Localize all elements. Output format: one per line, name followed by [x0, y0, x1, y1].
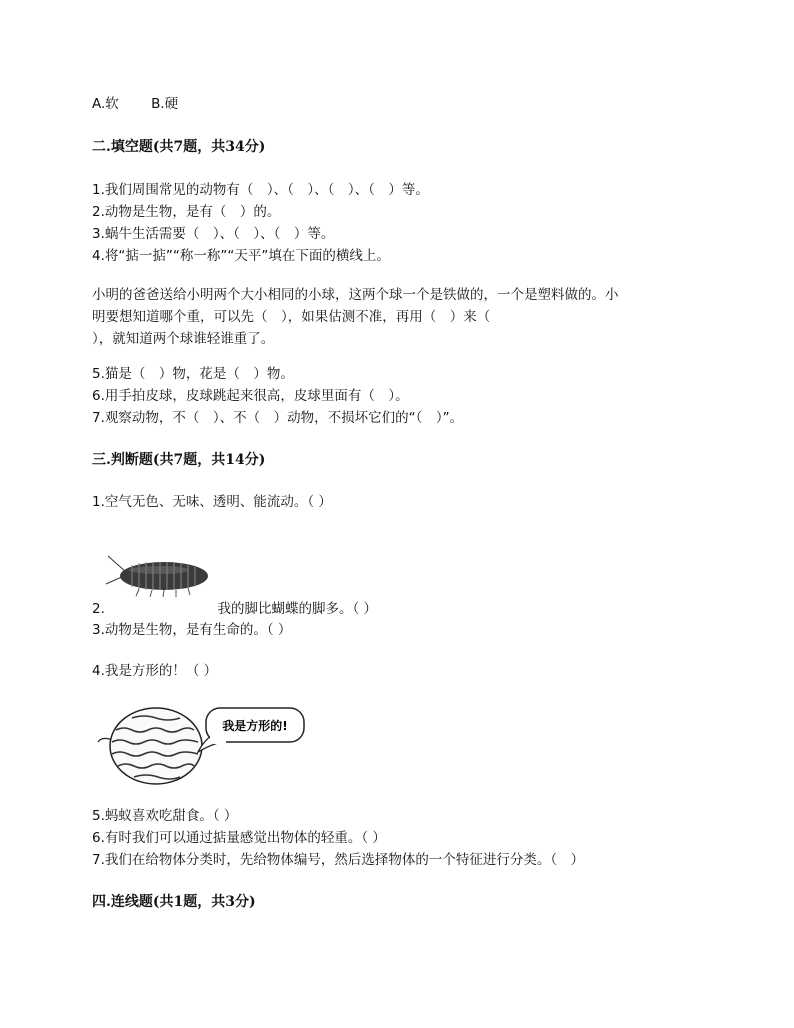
s3-q1: 1.空气无色、无味、透明、能流动。（ ） — [92, 494, 332, 510]
s3-q6: 6.有时我们可以通过掂量感觉出物体的轻重。（ ） — [92, 830, 386, 846]
s3-q3: 3.动物是生物，是有生命的。（ ） — [92, 622, 292, 638]
s3-q2-number: 2. — [92, 601, 105, 617]
s2-q6: 6.用手拍皮球，皮球跳起来很高，皮球里面有（ ）。 — [92, 388, 409, 404]
s2-q2: 2.动物是生物，是有（ ）的。 — [92, 204, 281, 220]
watermelon-image — [94, 700, 310, 800]
s2-q4-para-line3: ），就知道两个球谁轻谁重了。 — [92, 331, 275, 347]
s2-q3: 3.蜗牛生活需要（ ）、（ ）、（ ）等。 — [92, 226, 335, 242]
s3-q7: 7.我们在给物体分类时，先给物体编号，然后选择物体的一个特征进行分类。（ ） — [92, 852, 585, 868]
s2-q1: 1.我们周围常见的动物有（ ）、（ ）、（ ）、（ ）等。 — [92, 182, 429, 198]
top-options — [92, 94, 178, 114]
woodlouse-image — [104, 552, 212, 600]
section3-heading: 三.判断题(共7题，共14分) — [92, 452, 266, 468]
s3-q4: 4.我是方形的！（ ） — [92, 663, 218, 679]
s3-q2-text: 我的脚比蝴蝶的脚多。（ ） — [217, 601, 378, 617]
s2-q5: 5.猫是（ ）物，花是（ ）物。 — [92, 366, 294, 382]
section2-heading: 二.填空题(共7题，共34分) — [92, 139, 266, 155]
s3-q2 — [92, 599, 377, 619]
watermelon-speech-text: 我是方形的! — [222, 719, 288, 733]
section4-heading: 四.连线题(共1题，共3分) — [92, 894, 256, 910]
option-a: A.软 — [92, 96, 119, 112]
s2-q4-paragraph — [92, 284, 704, 350]
s2-q7: 7.观察动物，不（ ）、不（ ）动物，不损坏它们的“（ ）”。 — [92, 410, 464, 426]
s2-q4-para-line2: 明要想知道哪个重，可以先（ ），如果估测不准，再用（ ）来（ — [92, 309, 491, 325]
s3-q5: 5.蚂蚁喜欢吃甜食。（ ） — [92, 808, 238, 824]
option-b: B.硬 — [151, 96, 179, 112]
s2-q4: 4.将“掂一掂”“称一称”“天平”填在下面的横线上。 — [92, 248, 390, 264]
s2-q4-para-line1: 小明的爸爸送给小明两个大小相同的小球，这两个球一个是铁做的，一个是塑料做的。小 — [92, 287, 619, 303]
